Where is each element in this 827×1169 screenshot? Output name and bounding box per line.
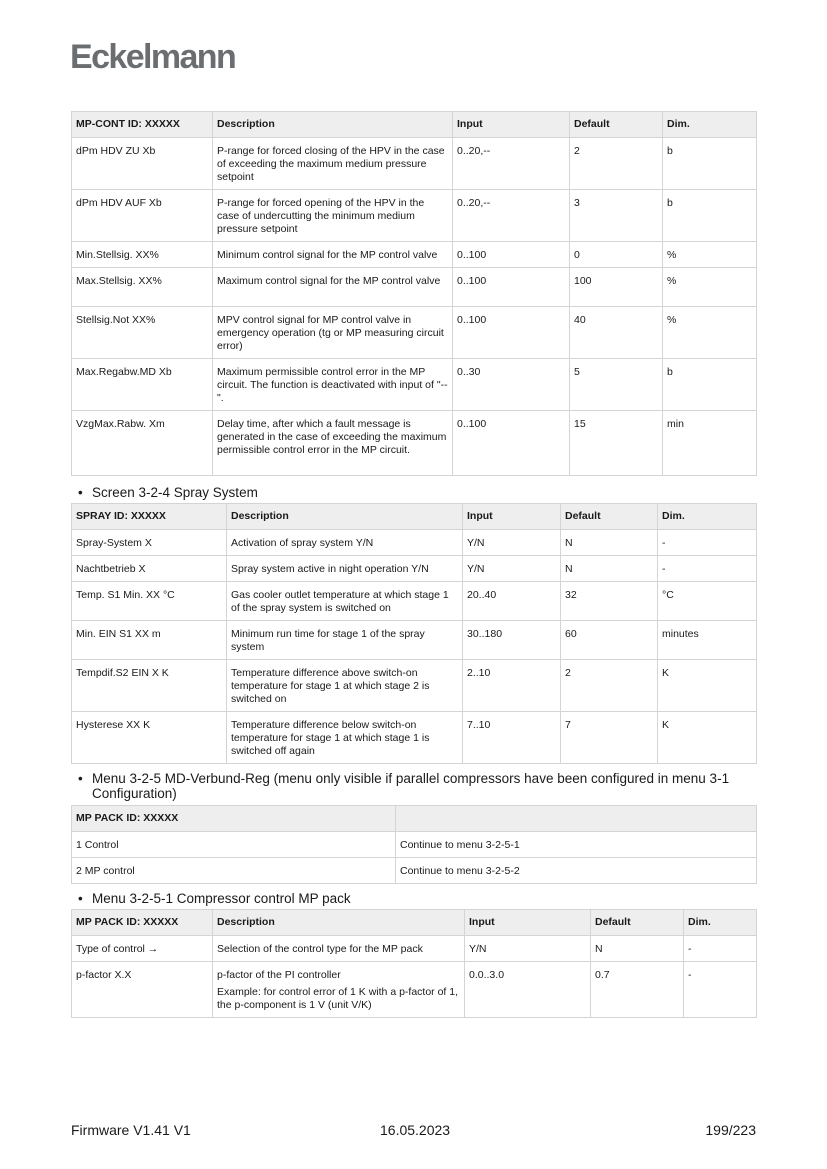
column-header: Input xyxy=(465,910,591,936)
dim-cell: b xyxy=(663,359,757,411)
input-cell: 0..20,-- xyxy=(453,138,570,190)
default-cell: 0 xyxy=(570,242,663,268)
description-cell: Temperature difference below switch-on temperature for stage 1 at which stage 1 is switched off again xyxy=(227,712,463,764)
table-row xyxy=(72,582,757,621)
default-cell: 2 xyxy=(570,138,663,190)
dim-cell: minutes xyxy=(658,621,757,660)
section-title: Screen 3-2-4 Spray System xyxy=(92,485,258,500)
description-cell: Minimum control signal for the MP control valve xyxy=(213,242,453,268)
column-header xyxy=(396,806,757,832)
description-cell: Maximum permissible control error in the MP circuit. The function is deactivated with input of "--". xyxy=(213,359,453,411)
menu-item-cell: 2 MP control xyxy=(72,858,396,884)
compressor-table xyxy=(71,909,757,1018)
table-header-row xyxy=(72,504,757,530)
param-cell: p-factor X.X xyxy=(72,962,213,1018)
dim-cell: % xyxy=(663,307,757,359)
dim-cell: - xyxy=(658,556,757,582)
column-header: Description xyxy=(227,504,463,530)
dim-cell: - xyxy=(684,936,757,962)
description-cell xyxy=(213,962,465,1018)
column-header: Dim. xyxy=(663,112,757,138)
default-cell: 3 xyxy=(570,190,663,242)
default-cell: 5 xyxy=(570,359,663,411)
table-row xyxy=(72,660,757,712)
default-cell: 40 xyxy=(570,307,663,359)
param-cell: dPm HDV AUF Xb xyxy=(72,190,213,242)
param-cell: Hysterese XX K xyxy=(72,712,227,764)
description-example: Example: for control error of 1 K with a p-factor of 1, the p-component is 1 V (unit V/K) xyxy=(217,986,459,1011)
section-heading-md-verbund xyxy=(78,771,768,801)
input-cell: 0..20,-- xyxy=(453,190,570,242)
default-cell: N xyxy=(561,556,658,582)
param-cell: VzgMax.Rabw. Xm xyxy=(72,411,213,476)
description-cell: Delay time, after which a fault message is generated in the case of exceeding the maximum permissible control error in the MP circuit. xyxy=(213,411,453,476)
dim-cell: K xyxy=(658,660,757,712)
input-cell: 20..40 xyxy=(463,582,561,621)
footer-page-number: 199/223 xyxy=(705,1122,756,1138)
input-cell: 0..100 xyxy=(453,242,570,268)
bullet: • xyxy=(78,771,83,786)
table-header-row xyxy=(72,910,757,936)
input-cell: 0..100 xyxy=(453,307,570,359)
description-text: p-factor of the PI controller xyxy=(217,969,341,981)
description-cell: Temperature difference above switch-on temperature for stage 1 at which stage 2 is switched on xyxy=(227,660,463,712)
table-row xyxy=(72,307,757,359)
table-row xyxy=(72,962,757,1018)
input-cell: 0..100 xyxy=(453,411,570,476)
table-row xyxy=(72,190,757,242)
eckelmann-logo: Eckelmann xyxy=(70,38,236,76)
dim-cell: b xyxy=(663,138,757,190)
table-row xyxy=(72,138,757,190)
description-cell: MPV control signal for MP control valve in emergency operation (tg or MP measuring circuit error) xyxy=(213,307,453,359)
table-row xyxy=(72,268,757,307)
dim-cell: °C xyxy=(658,582,757,621)
section-heading-compressor xyxy=(78,891,768,906)
menu-target-cell: Continue to menu 3-2-5-2 xyxy=(396,858,757,884)
section-title: Menu 3-2-5 MD-Verbund-Reg (menu only visible if parallel compressors have been configured in menu 3-1 xyxy=(92,771,730,786)
table-header-row xyxy=(72,112,757,138)
default-cell: 15 xyxy=(570,411,663,476)
column-header: Default xyxy=(570,112,663,138)
table-row xyxy=(72,556,757,582)
input-cell: Y/N xyxy=(463,556,561,582)
table-row xyxy=(72,858,757,884)
param-cell: Tempdif.S2 EIN X K xyxy=(72,660,227,712)
footer-date: 16.05.2023 xyxy=(380,1122,451,1138)
menu-target-cell: Continue to menu 3-2-5-1 xyxy=(396,832,757,858)
param-cell: Temp. S1 Min. XX °C xyxy=(72,582,227,621)
table-row xyxy=(72,936,757,962)
param-cell: Min.Stellsig. XX% xyxy=(72,242,213,268)
input-cell: 0.0..3.0 xyxy=(465,962,591,1018)
input-cell: 7..10 xyxy=(463,712,561,764)
dim-cell: b xyxy=(663,190,757,242)
table-header-row xyxy=(72,806,757,832)
column-header: Default xyxy=(561,504,658,530)
default-cell: 100 xyxy=(570,268,663,307)
table-row xyxy=(72,242,757,268)
column-header: Input xyxy=(453,112,570,138)
param-cell: Max.Stellsig. XX% xyxy=(72,268,213,307)
param-cell: Nachtbetrieb X xyxy=(72,556,227,582)
dim-cell: - xyxy=(658,530,757,556)
default-cell: 32 xyxy=(561,582,658,621)
column-header: Description xyxy=(213,910,465,936)
dim-cell: K xyxy=(658,712,757,764)
bullet: • xyxy=(78,891,83,906)
input-cell: 30..180 xyxy=(463,621,561,660)
param-cell: Spray-System X xyxy=(72,530,227,556)
dim-cell: - xyxy=(684,962,757,1018)
default-cell: 0.7 xyxy=(591,962,684,1018)
input-cell: Y/N xyxy=(465,936,591,962)
description-cell: Minimum run time for stage 1 of the spray system xyxy=(227,621,463,660)
default-cell: N xyxy=(591,936,684,962)
table-row xyxy=(72,359,757,411)
description-cell: P-range for forced closing of the HPV in the case of exceeding the maximum medium pressure setpoint xyxy=(213,138,453,190)
input-cell: 0..30 xyxy=(453,359,570,411)
bullet: • xyxy=(78,485,83,500)
dim-cell: % xyxy=(663,242,757,268)
spray-table xyxy=(71,503,757,764)
default-cell: N xyxy=(561,530,658,556)
table-row xyxy=(72,832,757,858)
column-header: Dim. xyxy=(684,910,757,936)
column-header: MP-CONT ID: XXXXX xyxy=(72,112,213,138)
section-title-continuation: Configuration) xyxy=(92,786,177,801)
param-cell: Stellsig.Not XX% xyxy=(72,307,213,359)
default-cell: 2 xyxy=(561,660,658,712)
section-title: Menu 3-2-5-1 Compressor control MP pack xyxy=(92,891,351,906)
mp-cont-table xyxy=(71,111,757,476)
column-header: SPRAY ID: XXXXX xyxy=(72,504,227,530)
description-cell: Spray system active in night operation Y/N xyxy=(227,556,463,582)
mp-pack-table xyxy=(71,805,757,884)
param-cell: Max.Regabw.MD Xb xyxy=(72,359,213,411)
footer-firmware: Firmware V1.41 V1 xyxy=(71,1122,191,1138)
description-cell: Selection of the control type for the MP pack xyxy=(213,936,465,962)
menu-item-cell: 1 Control xyxy=(72,832,396,858)
column-header: Input xyxy=(463,504,561,530)
column-header: Description xyxy=(213,112,453,138)
column-header: MP PACK ID: XXXXX xyxy=(72,806,396,832)
column-header: MP PACK ID: XXXXX xyxy=(72,910,213,936)
description-cell: Maximum control signal for the MP control valve xyxy=(213,268,453,307)
param-cell: Min. EIN S1 XX m xyxy=(72,621,227,660)
default-cell: 60 xyxy=(561,621,658,660)
column-header: Dim. xyxy=(658,504,757,530)
param-cell: dPm HDV ZU Xb xyxy=(72,138,213,190)
param-cell: Type of control → xyxy=(72,936,213,962)
table-row xyxy=(72,621,757,660)
section-heading-spray xyxy=(78,485,768,500)
input-cell: 2..10 xyxy=(463,660,561,712)
input-cell: 0..100 xyxy=(453,268,570,307)
table-row xyxy=(72,712,757,764)
table-row xyxy=(72,530,757,556)
description-cell: P-range for forced opening of the HPV in the case of undercutting the minimum medium pressure setpoint xyxy=(213,190,453,242)
description-cell: Activation of spray system Y/N xyxy=(227,530,463,556)
dim-cell: min xyxy=(663,411,757,476)
table-row xyxy=(72,411,757,476)
column-header: Default xyxy=(591,910,684,936)
default-cell: 7 xyxy=(561,712,658,764)
description-cell: Gas cooler outlet temperature at which stage 1 of the spray system is switched on xyxy=(227,582,463,621)
input-cell: Y/N xyxy=(463,530,561,556)
dim-cell: % xyxy=(663,268,757,307)
